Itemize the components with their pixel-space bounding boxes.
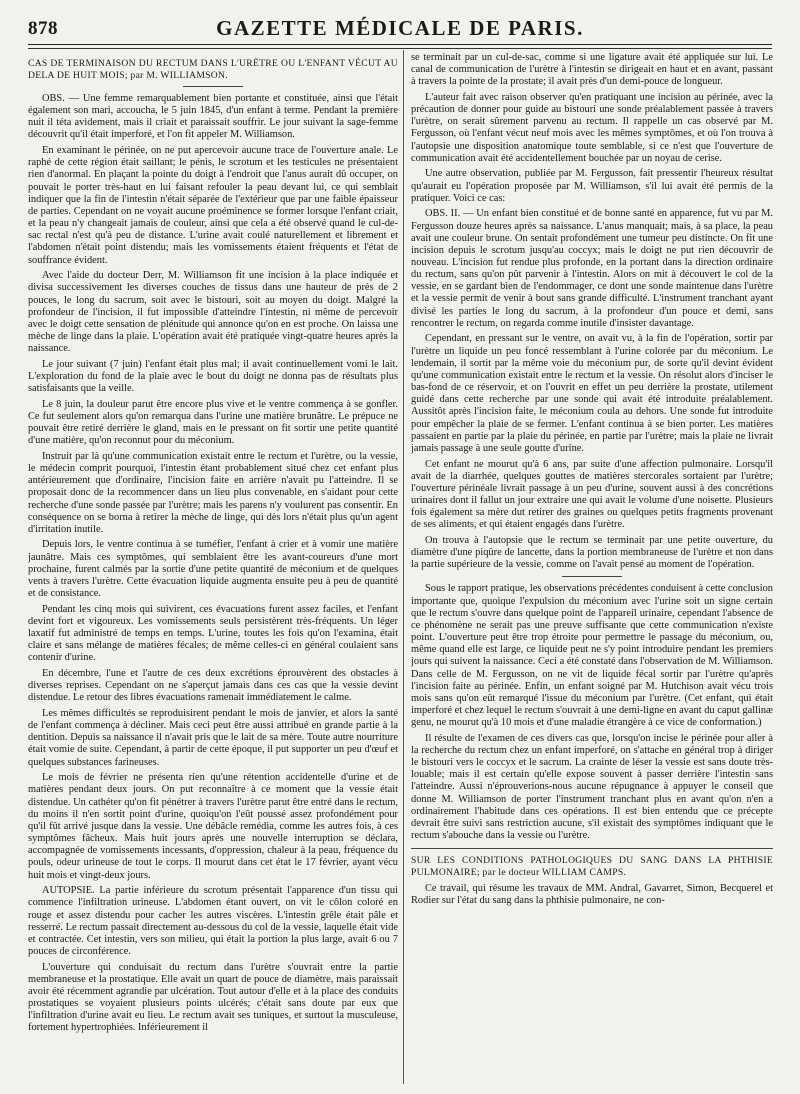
title-rule (183, 86, 243, 87)
paragraph: Le 8 juin, la douleur parut être encore plus vive et le ventre commença à se gonfler. Ce fut seulement alors qu'on remarqua dans l'urine une matière brunâtre. Le prépuce ne pouvait être retiré derrière le gland, mais en le pressant on fit sortir une petite quantité d'une matière, qu'on reconnut pour du méconium. (28, 398, 398, 447)
paragraph: Pendant les cinq mois qui suivirent, ces évacuations furent assez faciles, et l'enfant devint fort et vigoureux. Les vomissements seuls persistèrent très-fréquents. Un léger laxatif fut administré de temps en temps. L'urine, toutes les fois qu'on l'examina, était claire et sans mélange de matières fécales; de même celles-ci en général coulaient sans contenir d'urine. (28, 603, 398, 664)
header-rule (28, 48, 772, 49)
paragraph: Cependant, en pressant sur le ventre, on avait vu, à la fin de l'opération, sortir par l'urètre un liquide un peu foncé ressemblant à l'urine colorée par du méconium. Le lendemain, il sortit par la même voie du méconium pur, de sorte qu'il devint évident qu'une communication existait entre le rectum et la vessie. On résolut alors d'inciser le bas-fond de ce réservoir, et on l'ouvrit en effet un peu derrière la prostate, utilement guidé dans cette recherche par une sonde qui avait été introduite préalablement. Aussitôt après l'incision faite, le méconium coula au dehors. Une sonde fut introduite pour empêcher la plaie de se fermer. L'enfant continua à se bien porter. Les matières passaient en partie par la plaie du périnée, en partie par l'urètre; mais la plaie ne livrait jamais passage à une seule goutte d'urine. (411, 333, 773, 454)
section-rule (562, 576, 622, 577)
page-number: 878 (28, 18, 58, 39)
article-title-2: SUR LES CONDITIONS PATHOLOGIQUES DU SANG DANS LA PHTHISIE PULMONAIRE; par le docteur WILLIAM CAMPS. (411, 855, 773, 878)
paragraph: Instruit par là qu'une communication existait entre le rectum et l'urètre, ou la vessie, le médecin comprit pourquoi, l'intestin étant probablement situé chez cet enfant plus antérieurement que d'ordinaire, l'incision faite en arrière n'avait pu l'atteindre. Il se proposait donc de la recommencer dans un lieu plus convenable, en s'aidant pour cette recherche d'une sonde passée par l'urètre; mais les parens n'y voulurent pas consentir. En conséquence on se borna à retirer la mèche de linge, qui dès lors n'était plus qu'un agent d'irritation inutile. (28, 450, 398, 535)
paragraph: Ce travail, qui résume les travaux de MM. Andral, Gavarret, Simon, Becquerel et Rodier sur l'état du sang dans la phthisie pulmonaire, ne con- (411, 883, 773, 907)
paragraph: Le mois de février ne présenta rien qu'une rétention accidentelle d'urine et de matières pendant deux jours. On put reconnaître à ce moment que la vessie était distendue. Un cathéter qu'on fit pénétrer à travers l'urètre parut être entré dans le rectum, du moins il n'en sortit point d'urine, quoiqu'on l'eût poussé assez profondément pour qu'il fût arrivé jusque dans la vessie. Une débâcle remédia, comme les autres fois, à ces symptômes fâcheux. Mais huit jours après une nouvelle interruption se déclara, accompagnée de vomissements incessants, d'oppression, chaleur à la peau, fréquence du pouls, odeur urineuse de tout le corps. Il mourut dans cet état le 17 février, ayant vécu huit mois et vingt-deux jours. (28, 772, 398, 881)
paragraph: Depuis lors, le ventre continua à se tuméfier, l'enfant à crier et à vomir une matière jaunâtre. Mais ces symptômes, qui semblaient être les avant-coureurs d'une mort prochaine, furent calmés par la sortie d'une petite quantité de méconium et de quelques vents à travers l'urètre. Cette évacuation liquide augmenta ensuite peu à peu de quantité et de consistance. (28, 539, 398, 600)
paragraph: L'auteur fait avec raison observer qu'en pratiquant une incision au périnée, avec la précaution de donner pour guide au bistouri une sonde préalablement passée à travers l'urètre, on serait sûrement parvenu au rectum. Il rappelle un cas observé par M. Fergusson, où l'enfant vécut neuf mois avec les mêmes symptômes, et où l'on trouva à l'autopsie une disposition anatomique toute semblable, si ce n'est que l'ouverture de communication avait été accidentellement bouchée par un noyau de cerise. (411, 91, 773, 164)
paragraph: OBS. II. — Un enfant bien constitué et de bonne santé en apparence, fut vu par M. Fergusson douze heures après sa naissance. L'anus manquait; mais, à sa place, la peau avait une couleur brune. On sentait profondément une tumeur peu distincte. On fit une incision depuis le scrotum jusqu'au coccyx; mais le doigt ne put rien découvrir de nouveau. L'incision fut rendue plus profonde, en la portant dans la direction ordinaire du rectum, sans qu'on pût parvenir à l'intestin. Alors on mit à découvert le col de la vessie, en se gardant bien de l'endommager, ce dont une sonde maintenue dans l'urètre et la vessie permit de venir à bout sans grande difficulté. L'instrument tranchant ayant divisé les parties le long du sacrum, à la profondeur d'un pouce et demi, sans rencontrer le rectum, on regarda comme inutile d'insister davantage. (411, 208, 773, 329)
paragraph: Les mêmes difficultés se reproduisirent pendant le mois de janvier, et alors la santé de l'enfant commença à décliner. Mais ceci peut être aussi attribué en grande partie à la dentition. Depuis sa naissance il n'avait pris que le lait de sa mère. Toute autre nourriture était vomie de suite. Cependant, à partir de cette époque, il put supporter un peu d'œuf et quelques substances farineuses. (28, 708, 398, 768)
paragraph: Sous le rapport pratique, les observations précédentes conduisent à cette conclusion importante que, quoique l'expulsion du méconium avec l'urine soit un signe certain que le rectum s'ouvre dans quelque point de l'appareil urinaire, cependant l'absence de ce phénomène ne serait pas une preuve suffisante que cette communication n'existe point. L'ouverture peut être trop étroite pour permettre le passage du méconium, ou, même quand elle est large, ce liquide peut ne s'y point introduire pendant les premiers jours qui suivent la naissance. Ceci a été constaté dans l'observation de M. Williamson. Dans celle de M. Fergusson, on ne vit de liquide fécal sortir par l'urètre qu'après l'incision faite au périnée. Enfin, un enfant soigné par M. Hutchison avait vécu trois mois sans qu'on eût remarqué l'issue du méconium par l'urètre. (Cet enfant, qui était imperforé et chez lequel le rectum s'ouvrait à une demi-ligne en avant du caput gallinæ genu, ne mourut qu'à 10 mois et d'une maladie étrangère à ce vice de conformation.) (411, 583, 773, 729)
page-header (28, 14, 772, 45)
running-title: GAZETTE MÉDICALE DE PARIS. (216, 16, 584, 40)
paragraph: En décembre, l'une et l'autre de ces deux excrétions éprouvèrent des obstacles à diverses reprises. Cependant on ne s'aperçut jamais dans ces cas que la vessie devint distendue. Le retour des libres évacuations ramenait immédiatement le calme. (28, 668, 398, 704)
paragraph: Avec l'aide du docteur Derr, M. Williamson fit une incision à la place indiquée et divisa successivement les diverses couches de tissus dans une hauteur de près de 2 pouces, le long du sacrum, soit avec le bistouri, soit au moyen du doigt. Malgré la profondeur de l'incision, il fut impossible d'atteindre l'intestin, ni même de percevoir avec le doigt cette sensation de plénitude qui annonce qu'on en est proche. On laissa une mèche de linge dans la plaie. L'opération avait été pratiquée vingt-quatre heures après la naissance. (28, 270, 398, 355)
column-divider (403, 50, 404, 1084)
paragraph: Cet enfant ne mourut qu'à 6 ans, par suite d'une affection pulmonaire. Lorsqu'il avait de la diarrhée, quelques gouttes de matières stercorales sortaient par l'urètre; l'ouverture périnéale livrait passage à un peu d'urine, souvent aussi à des concrétions urinaires dont il fallut un jour extraire une qui avait le volume d'une noisette. Plusieurs fois également sa mère dut retirer des graines ou quelques petits fragments provenant de ses aliments, et qui étaient engagés dans l'urètre. (411, 458, 773, 531)
paragraph: se terminait par un cul-de-sac, comme si une ligature avait été appliquée sur lui. Le canal de communication de l'urètre à l'intestin se dirigeait en haut et en avant, passant à travers la pointe de la prostate; il avait près d'un demi-pouce de longueur. (411, 52, 773, 88)
paragraph: En examinant le périnée, on ne put apercevoir aucune trace de l'ouverture anale. Le raphé de cette région était saillant; le pénis, le scrotum et les testicules ne présentaient rien d'anormal. En plaçant la pointe du doigt à l'endroit que l'anus aurait dû occuper, on pouvait le porter très-haut en lui faisant refouler la peau devant lui, ce qui semblait indiquer que la fin de l'intestin n'était séparée de l'extérieur que par une faible épaisseur de parties. Cependant on ne voyait aucune proéminence se former lorsque l'enfant criait, et la peau n'y changeait jamais de couleur, ainsi que cela a été observé quand le cul-de-sac rectal n'est qu'à peu de distance. L'urine avait coulé naturellement et librement et l'abdomen n'était point distendu; mais les vomissements étaient fréquents et l'état de souffrance évident. (28, 145, 398, 266)
paragraph: AUTOPSIE. La partie inférieure du scrotum présentait l'apparence d'un tissu qui commence l'infiltration urineuse. L'abdomen étant ouvert, on vit le côlon coloré en rouge et assez distendu pour cacher les autres viscères. L'intestin grêle était pâle et resserré. Le rectum passait directement au-dessous du col de la vessie, laquelle était vide et contractée. Cet intestin, vers son milieu, qui était la portion la plus large, avait 6 ou 7 pouces de circonférence. (28, 885, 398, 957)
paragraph: L'ouverture qui conduisait du rectum dans l'urètre s'ouvrait entre la partie membraneuse et la prostatique. Elle avait un quart de pouce de diamètre, mais paraissait avoir été récemment agrandie par ulcération. Tout autour d'elle et à la place des conduits prostatiques se voyaient plusieurs points ulcérés; c'était sans doute par eux que l'infiltration d'urine avait eu lieu. Le rectum avait ses tuniques, et surtout la musculeuse, fortement hypertrophiées. Inférieurement il (28, 961, 398, 1034)
paragraph: Le jour suivant (7 juin) l'enfant était plus mal; il avait continuellement vomi le lait. L'exploration du fond de la plaie avec le bout du doigt ne donna pas de résultats plus satisfaisants que la veille. (28, 358, 398, 395)
paragraph: Une autre observation, publiée par M. Fergusson, fait pressentir l'heureux résultat qu'aurait eu l'opération proposée par M. Williamson, s'il lui avait été permis de la pratiquer. Voici ce cas: (411, 168, 773, 204)
paragraph: On trouva à l'autopsie que le rectum se terminait par une petite ouverture, du diamètre d'une piqûre de lancette, dans la portion membraneuse de l'urètre et non dans la partie supérieure de la vessie, comme on l'avait pensé au moment de l'opération. (411, 534, 773, 571)
paragraph: Il résulte de l'examen de ces divers cas que, lorsqu'on incise le périnée pour aller à la recherche du rectum chez un enfant imperforé, on s'attache en général trop à diriger le bistouri vers le coccyx et le sacrum. La crainte de léser la vessie est sans doute très-louable; mais il est certain qu'elle expose souvent à passer derrière l'intestin sans l'atteindre. Aussi n'éprouverions-nous aucune répugnance à appuyer le conseil que donne M. Williamson de porter l'instrument tranchant plus en avant qu'on n'en a ordinairement l'habitude dans ces opérations. Il est bien entendu que ce précepte devrait être suivi sans restriction aucune, s'il existait des symptômes indiquant que le rectum s'abouche dans la vessie ou l'urètre. (411, 732, 773, 842)
left-column (28, 52, 398, 1086)
article-separator (411, 848, 773, 849)
paragraph: OBS. — Une femme remarquablement bien portante et constituée, ainsi que l'était également son mari, accoucha, le 5 juin 1845, d'un enfant à terme. Pendant la première nuit il téta avidement, mais il criait et paraissait souffrir. Le jour suivant la sage-femme découvrit qu'il était imperforé, et l'on fit appeler M. Williamson. (28, 93, 398, 141)
article-title: CAS DE TERMINAISON DU RECTUM DANS L'URÈTRE OU L'ENFANT VÉCUT AU DELA DE HUIT MOIS; par M. WILLIAMSON. (28, 58, 398, 81)
right-column (411, 52, 773, 1086)
